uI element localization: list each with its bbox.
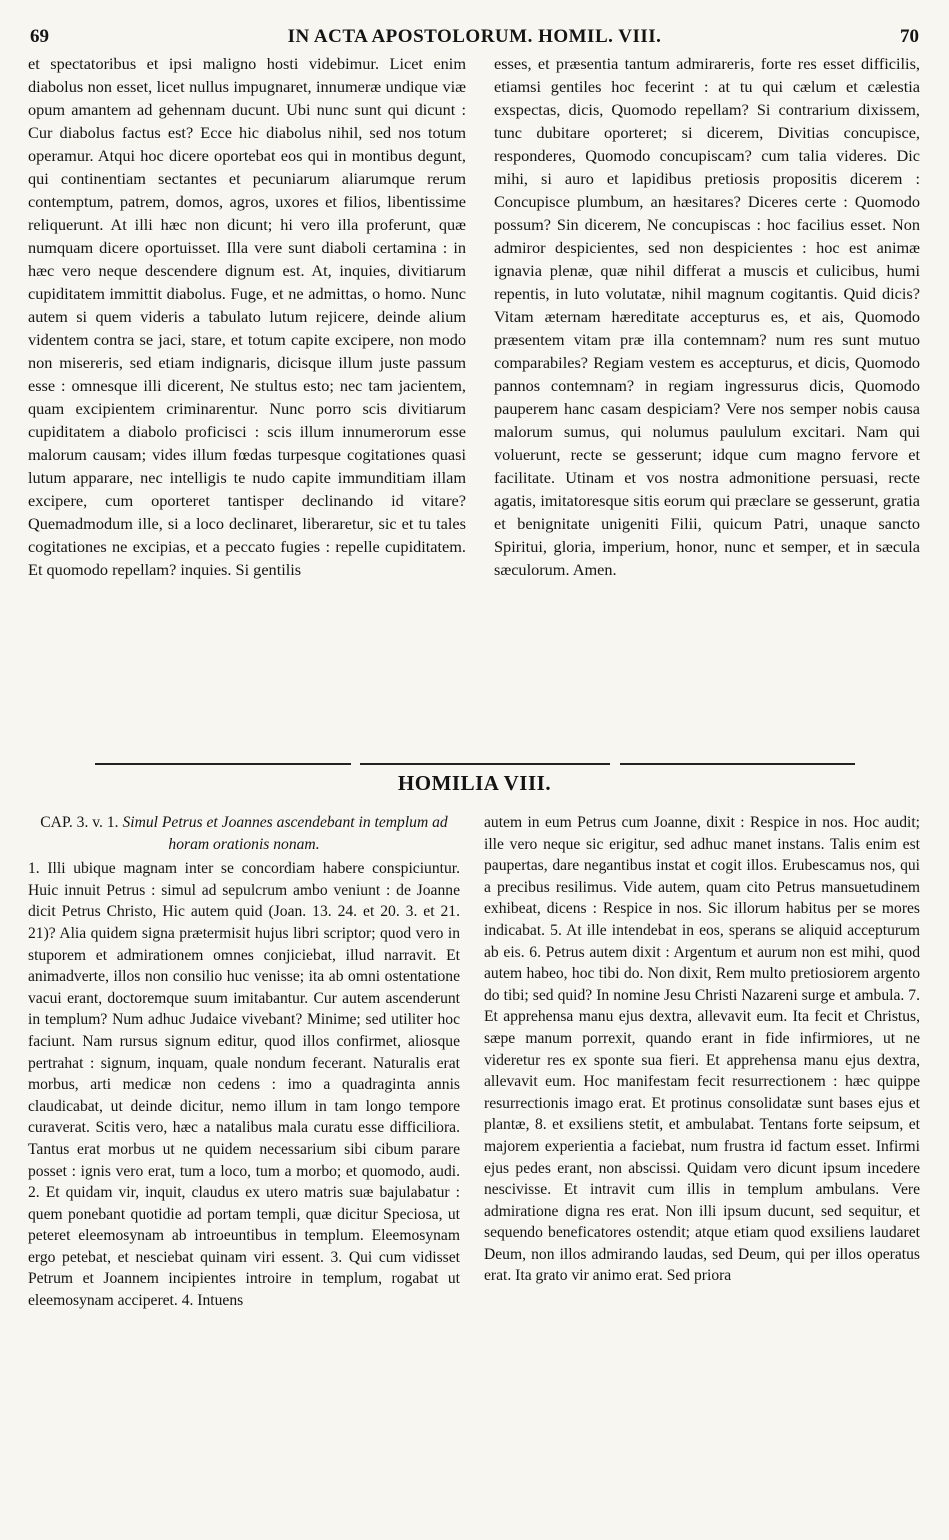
running-title: IN ACTA APOSTOLORUM. HOMIL. VIII. <box>287 26 662 47</box>
bottom-left-column <box>28 812 460 1312</box>
bottom-left-text: 1. Illi ubique magnam inter se concordiam habere conspiciuntur. Huic innuit Petrus : simul ad sepulcrum ambo veniunt : de Joanne dicit Petrus Christo, Hic autem quid (Joan. 13. 24. et 20. 3. et 21. 21)? Alia quidem signa prætermisit hujus libri scriptor; quod vero in stuporem et admirationem omnes conjiciebat, illud narravit. Et animadverte, illos non consilio huc venisse; ita ab omni ostentatione vacui erant, doctoremque suum imitabantur. Cur autem ascenderunt in templum? Num adhuc Judaice vivebant? Minime; sed utiliter hoc faciunt. Nam rursus signum editur, quod illos confirmet, aliosque pertrahat : signum, inquam, quale nondum fecerant. Naturalis erat morbus, arti medicæ non cedens : imo a quadraginta annis claudicabat, ut deinde dicitur, nemo illum in tam longo tempore curaverat. Scitis vero, hæc a natalibus mala curatu esse difficiliora. Tantus erat morbus ut ne quidem necessarium sibi cibum parare posset : ignis vero erat, tum a loco, tum a morbo; et quomodo, audi. 2. Et quidam vir, inquit, claudus ex utero matris suæ bajulabatur : quem ponebant quotidie ad portam templi, quæ dicitur Speciosa, ut peteret eleemosynam ab introeuntibus in templum. Eleemosynam ergo petebat, et nesciebat quinam viri essent. 3. Qui cum vidisset Petrum et Joannem incipientes introire in templum, rogabat ut eleemosynam acciperet. 4. Intuens <box>28 860 460 1310</box>
chapter-heading <box>28 812 460 855</box>
homily-title: HOMILIA VIII. <box>397 771 552 795</box>
chapter-verse-text: Simul Petrus et Joannes ascendebant in templum ad horam orationis nonam. <box>122 814 448 853</box>
chapter-label: CAP. 3. v. 1. <box>40 814 119 831</box>
bottom-right-text: autem in eum Petrus cum Joanne, dixit : Respice in nos. Hoc audit; ille vero neque sic erigitur, sed adhuc manet instans. Talis enim est paupertas, dare negantibus instat et cogit illos. Erubescamus nos, qui a precibus resilimus. Vide autem, quam cito Petrus mansuetudinem exhibeat, dicens : Respice in nos. Sic illorum habitus per se mores indicabat. 5. At ille intendebat in eos, sperans se aliquid accepturum ab eis. 6. Petrus autem dixit : Argentum et aurum non est mihi, quod autem habeo, hoc tibi do. Non dixit, Rem multo pretiosiorem argento do tibi; sed quid? In nomine Jesu Christi Nazareni surge et ambula. 7. Et apprehensa manu ejus dextra, allevavit eum. Ita fecit et Christus, sæpe manum porrexit, quando erant in fide infirmiores, ut ne videretur res ex sponte sua fieri. Et apprehensa manu ejus dextra, allevavit eum. Hoc manifestam fecit resurrectionem : hæc quippe resurrectionis imago erat. Et protinus consolidatæ sunt bases ejus et plantæ, 8. et exsiliens stetit, et ambulabat. Tentans forte seipsum, et majorem experientia a faciebat, num frustra id factum esset. Infirmi ejus pedes erant, non abscissi. Quidam vero dicunt ipsum incedere nescivisse. Et intravit cum illis in templum ambulans. Vere admiratione digna res erat. Non illi ipsum ducunt, sed sequitur, et sequendo beneficatores ostendit; atque etiam quod exsiliens laudaret Deum, non illos admirando laudas, sed Deum, qui per illos operatus erat. Ita grato vir animo erat. Sed priora <box>484 814 920 1285</box>
page-header <box>30 20 919 52</box>
bottom-right-column <box>484 812 920 1287</box>
section-divider <box>620 763 855 765</box>
left-page-number: 69 <box>30 26 49 47</box>
section-divider <box>360 763 610 765</box>
top-right-text: esses, et præsentia tantum admirareris, forte res esset difficilis, etiamsi gentiles hoc fecerint : at tu qui cælum et cælestia exspectas, dicis, Quomodo repellam? Si contrarium dixissem, tunc dubitare oporteret; si dicerem, Divitias concupisce, responderes, Quomodo concupiscam? cum talia videres. Dic mihi, si auro et lapidibus pretiosis propositis dicerem : Concupisce plumbum, an hæsitares? Diceres certe : Quomodo possum? Sin dicerem, Ne concupiscas : hoc facilius esset. Non admiror despicientes, sed non despicientes : hoc est animæ ignavia plenæ, quæ nihil differat a muscis et culicibus, humi repentis, in luto volutatæ, nihil magnum cogitantis. Quid dicis? Vitam æternam hæreditate accepturus es, et ais, Quomodo præsentem vitam præ illa contemnam? num res sunt mutuo comparabiles? Regiam vestem es accepturus, et dicis, Quomodo pannos contemnam? in regiam ingressurus dicis, Quomodo pauperem hanc casam despiciam? Vere nos semper nobis causa malorum sumus, qui nolumus paululum excitari. Nam qui voluerunt, recte se gesserunt; idque cum magno fervore et facilitate. Utinam et vos nostra admonitione persuasi, recte agatis, imitatoresque sitis eorum qui præclare se gesserunt, gratia et benignitate unigeniti Filii, quicum Patri, unaque sancto Spiritui, gloria, imperium, honor, nunc et semper, et in sæcula sæculorum. Amen. <box>494 54 920 579</box>
right-page-number: 70 <box>900 26 919 47</box>
top-right-column <box>494 52 920 581</box>
top-left-column <box>28 52 466 581</box>
section-divider <box>95 763 351 765</box>
top-left-text: et spectatoribus et ipsi maligno hosti videbimur. Licet enim diabolus non esset, licet nullus impugnaret, innumeræ undique viæ opum amantem ad gehennam ducunt. Ubi nunc sunt qui dicunt : Cur diabolus factus est? Ecce hic diabolus nihil, sed nos totum operamur. Atqui hoc dicere oportebat eos qui in montibus degunt, qui continentiam sectantes et pecuniarum aliarumque rerum contemptum, patrem, domos, agros, uxores et filios, libentissime reliquerunt. At illi hæc non dicunt; hi vero illa proferunt, quæ numquam dicere oportuisset. Illa vere sunt diaboli certamina : in hæc vero neque descendere dignum est. At, inquies, divitiarum cupiditatem immittit diabolus. Fuge, et ne admittas, o homo. Nunc autem si quem videris a tabulato lutum rejicere, deinde alium videntem contra se jaci, stare, et totum capite excipere, non modo non misereris, sed etiam indignaris, dicisque illum juste passum esse : omnesque illi dicerent, Ne stultus esto; nec tam jacientem, quam excipientem criminarentur. Nunc porro scis divitiarum cupiditatem a diabolo proficisci : scis illum innumerorum esse malorum causam; vides illum fœdas turpesque cogitationes quasi lutum apparare, nec intelligis te nudo capite immunditiam illam excipere, cum oporteret tantisper declinando id vitare? Quemadmodum ille, si a loco declinaret, liberaretur, sic et tu tales cogitationes ne excipias, et a peccato fugies : repelle cupiditatem. Et quomodo repellam? inquies. Si gentilis <box>28 54 466 579</box>
